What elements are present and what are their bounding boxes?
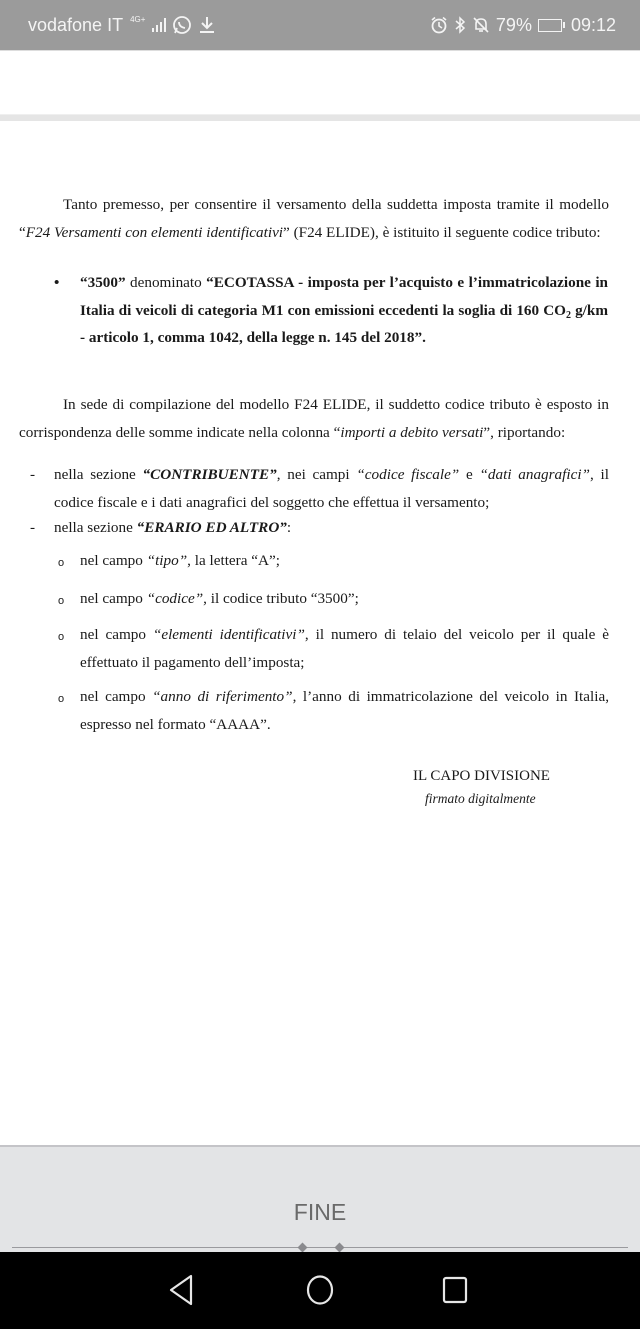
text: nella sezione xyxy=(54,466,143,483)
text: , il numero di telaio del veicolo per il quale è effettuato il pagamento dell’imposta; xyxy=(80,626,609,671)
field-name: “anno di riferimento” xyxy=(152,688,293,705)
carrier-name: vodafone IT xyxy=(28,14,124,35)
circle-marker: o xyxy=(58,595,65,607)
field-name: “dati anagrafici” xyxy=(479,466,590,483)
field-item-codice xyxy=(80,585,609,613)
circle-marker: o xyxy=(58,557,65,569)
text: , l’anno di immatricolazione del veicolo in Italia, espresso nel formato “AAAA”. xyxy=(80,688,609,733)
back-icon xyxy=(167,1272,197,1308)
document-page xyxy=(0,121,640,1145)
signature-title: IL CAPO DIVISIONE xyxy=(413,768,550,784)
intro-paragraph xyxy=(19,191,609,246)
field-name: “codice” xyxy=(146,590,204,607)
text: nel campo xyxy=(80,552,147,569)
tax-code: “3500” xyxy=(80,274,126,291)
navigation-bar xyxy=(0,1252,640,1329)
signal-icon xyxy=(152,18,166,32)
scrubber-handle[interactable] xyxy=(335,1243,345,1253)
erario-item xyxy=(54,514,609,542)
field-item-tipo xyxy=(80,547,609,575)
contribuente-item xyxy=(54,461,609,516)
dash-marker: - xyxy=(30,519,36,536)
alarm-icon xyxy=(430,16,448,34)
compilation-paragraph xyxy=(19,391,609,446)
circle-marker: o xyxy=(58,693,65,705)
end-label: FINE xyxy=(293,1199,347,1225)
whatsapp-icon xyxy=(172,15,192,35)
text: In sede di compilazione del modello F24 ELIDE, il suddetto codice tributo è esposto in corrispondenza delle somme indicate nella colonna “ xyxy=(19,396,609,441)
text: ” (F24 ELIDE), è istituito il seguente codice tributo: xyxy=(283,223,601,241)
subscript: 2 xyxy=(565,309,571,321)
text: Tanto premesso, per consentire il versamento della suddetta imposta tramite il modello “ xyxy=(19,196,609,241)
field-item-elementi xyxy=(80,621,609,676)
tax-name: “ECOTASSA - imposta per l’acquisto e l’immatricolazione in Italia di veicoli di categoria M1 con emissioni eccedenti la soglia di 160 CO xyxy=(80,274,608,319)
page-scrubber[interactable] xyxy=(12,1247,628,1248)
text: , il codice tributo “3500”; xyxy=(203,590,359,607)
bullet-marker: • xyxy=(54,274,60,291)
model-name: F24 Versamenti con elementi identificativi xyxy=(25,223,284,241)
status-right xyxy=(430,15,616,36)
network-type-badge: 4G+ xyxy=(130,14,146,24)
scrubber-handle[interactable] xyxy=(298,1243,308,1253)
field-name: “tipo” xyxy=(146,552,188,569)
section-name: “CONTRIBUENTE” xyxy=(142,466,277,483)
field-item-anno xyxy=(80,683,609,738)
column-name: importi a debito versati xyxy=(340,423,484,441)
recents-icon xyxy=(441,1275,469,1305)
status-bar xyxy=(0,0,640,50)
battery-percent: 79% xyxy=(495,14,532,35)
text: ”, riportando: xyxy=(483,423,566,441)
recents-button[interactable] xyxy=(433,1270,477,1310)
status-left xyxy=(28,15,216,36)
tax-name-tail: g/km - articolo 1, comma 1042, della legge n. 145 del 2018”. xyxy=(80,301,608,346)
tax-code-item xyxy=(80,269,608,352)
bluetooth-icon xyxy=(454,16,466,34)
home-button[interactable] xyxy=(298,1270,342,1310)
text: : xyxy=(286,519,292,536)
home-icon xyxy=(305,1274,335,1306)
signature-subtitle: firmato digitalmente xyxy=(425,791,536,806)
text: nel campo xyxy=(80,688,153,705)
reader-header xyxy=(0,50,640,114)
text: nel campo xyxy=(80,590,147,607)
field-name: “codice fiscale” xyxy=(356,466,460,483)
field-name: “elementi identificativi” xyxy=(152,626,305,643)
text: e xyxy=(459,466,480,483)
header-divider xyxy=(0,114,640,121)
dash-marker: - xyxy=(30,466,36,483)
notifications-off-icon xyxy=(472,16,490,34)
text: , nei campi xyxy=(276,466,357,483)
text: , la lettera “A”; xyxy=(187,552,280,569)
download-icon xyxy=(198,15,216,35)
section-name: “ERARIO ED ALTRO” xyxy=(136,519,287,536)
text: , il codice fiscale e i dati anagrafici del soggetto che effettua il versamento; xyxy=(54,466,609,511)
reader-footer xyxy=(0,1145,640,1252)
text: denominato xyxy=(130,274,202,291)
text: nella sezione xyxy=(54,519,137,536)
clock: 09:12 xyxy=(570,14,616,35)
back-button[interactable] xyxy=(160,1270,204,1310)
text: nel campo xyxy=(80,626,153,643)
circle-marker: o xyxy=(58,631,65,643)
battery-icon xyxy=(538,19,565,32)
